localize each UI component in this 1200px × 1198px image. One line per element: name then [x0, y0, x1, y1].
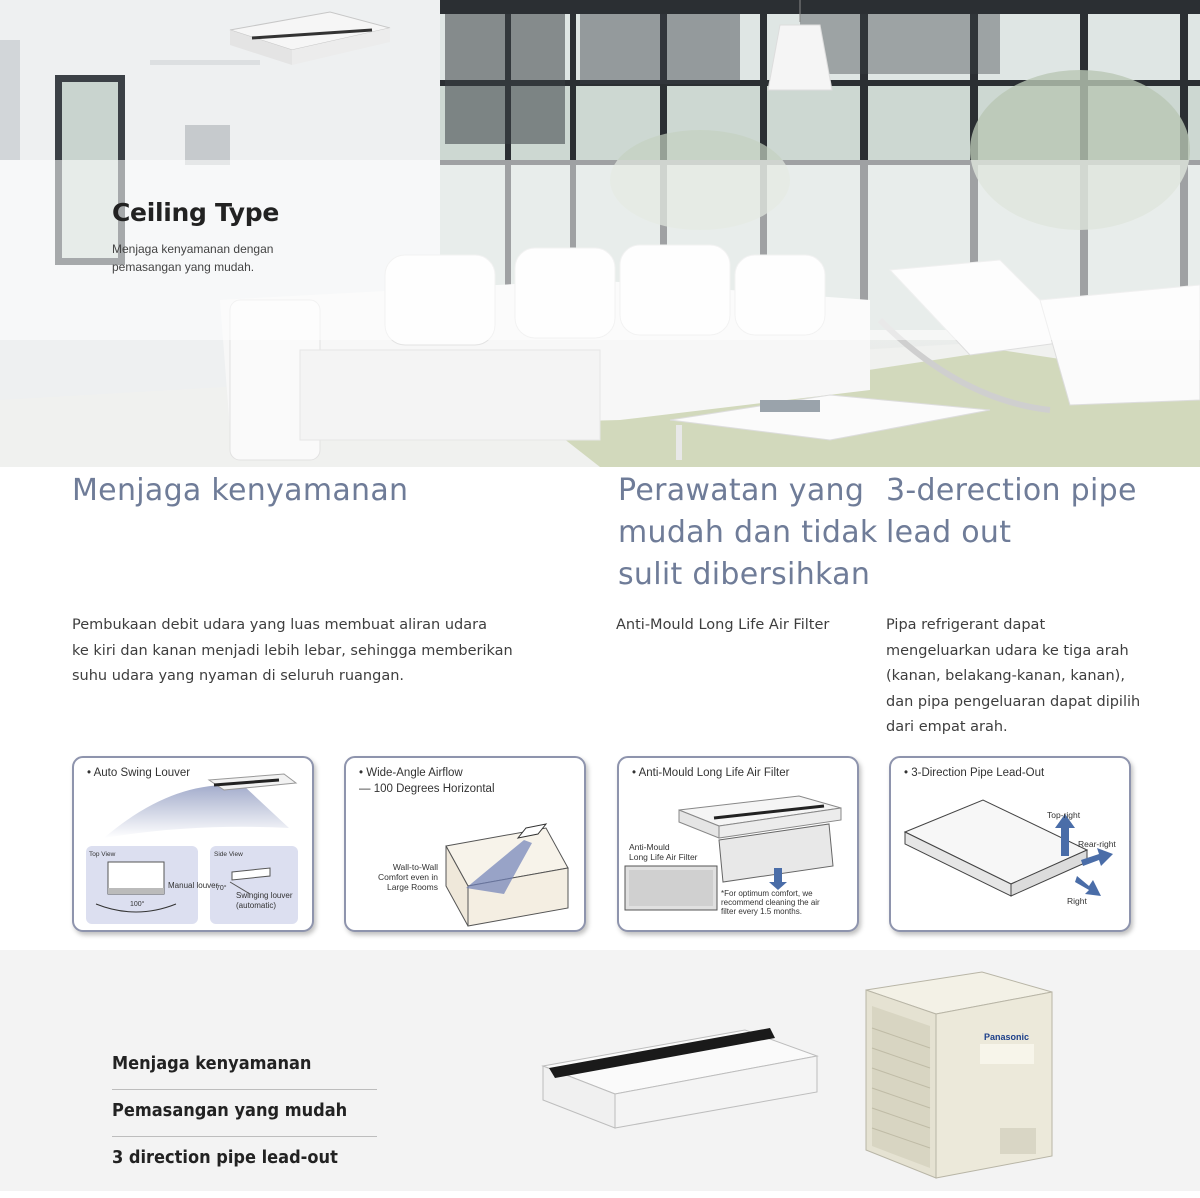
note-line-3: filter every 1.5 months. — [721, 907, 802, 916]
page-subtitle: Menjaga kenyamanan dengan pemasangan yang mudah. — [112, 242, 274, 274]
card-title: • Auto Swing Louver — [87, 767, 191, 779]
card-title: • Anti-Mould Long Life Air Filter — [632, 767, 790, 779]
card-title: • Wide-Angle Airflow — 100 Degrees Horizontal — [359, 767, 495, 795]
feature-body-pipe: Pipa refrigerant dapat mengeluarkan udara ke tiga arah (kanan, belakang-kanan, kanan), dan pipa pengeluaran dapat dipilih dari empat arah. — [886, 617, 1141, 735]
right-label: Right — [1067, 896, 1087, 906]
caption-line-3: Large Rooms — [386, 882, 438, 892]
feature-heading-maintenance: Perawatan yang mudah dan tidak sulit dibersihkan — [618, 473, 878, 592]
card-auto-swing-louver — [72, 756, 314, 932]
feature-body-maintenance: Anti-Mould Long Life Air Filter — [616, 617, 830, 633]
feature-body-comfort: Pembukaan debit udara yang luas membuat aliran udara ke kiri dan kanan menjadi lebih lebar, sehingga memberikan suhu udara yang nyaman di seluruh ruangan. — [72, 617, 513, 684]
outdoor-unit-image — [860, 968, 1060, 1198]
brand-logo: Panasonic — [984, 1032, 1030, 1042]
side-view-label: Side View — [214, 851, 243, 858]
summary-divider — [112, 1089, 377, 1090]
card-title: • 3-Direction Pipe Lead-Out — [904, 767, 1045, 779]
summary-item-comfort: Menjaga kenyamanan — [112, 1053, 312, 1074]
card-wide-angle-airflow — [344, 756, 586, 932]
caption-line-1: Wall-to-Wall — [392, 862, 438, 872]
hero-banner — [0, 0, 1200, 467]
top-right-label: Top-right — [1047, 810, 1081, 820]
summary-divider — [112, 1136, 377, 1137]
rear-right-label: Rear-right — [1078, 839, 1116, 849]
bottom-summary-section — [0, 950, 1200, 1191]
page-title: Ceiling Type — [112, 198, 280, 227]
card-anti-mould-filter — [617, 756, 859, 932]
angle-100-label: 100° — [130, 901, 145, 908]
angle-70-label: 70° — [216, 885, 227, 892]
summary-item-pipe: 3 direction pipe lead-out — [112, 1147, 338, 1168]
indoor-unit-image — [535, 1028, 875, 1138]
manual-louver-label: Manual louver — [168, 881, 219, 890]
card-pipe-lead-out — [889, 756, 1131, 932]
filter-label-line-1: Anti-Mould — [629, 842, 670, 852]
note-line-1: *For optimum comfort, we — [721, 889, 813, 898]
automatic-label: (automatic) — [236, 901, 277, 910]
caption-line-2: Comfort even in — [378, 872, 438, 882]
top-view-label: Top View — [89, 851, 116, 858]
feature-heading-pipe: 3-derection pipe lead out — [886, 473, 1137, 550]
feature-heading-comfort: Menjaga kenyamanan — [72, 473, 409, 508]
swinging-louver-label: Swinging louver — [236, 891, 293, 900]
note-line-2: recommend cleaning the air — [721, 898, 820, 907]
summary-item-installation: Pemasangan yang mudah — [112, 1100, 348, 1121]
filter-label-line-2: Long Life Air Filter — [629, 852, 698, 862]
